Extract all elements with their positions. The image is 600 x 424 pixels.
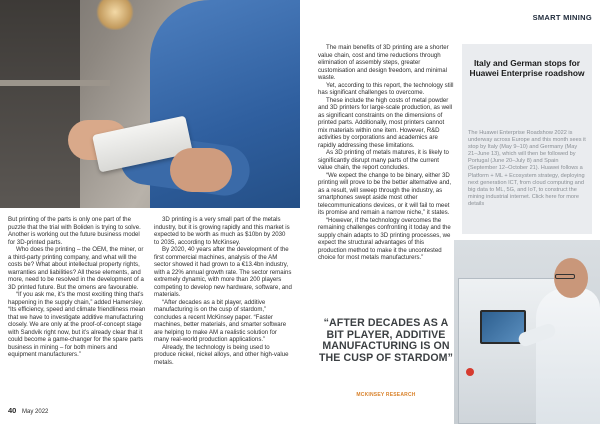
paragraph: By 2020, 40 years after the development of the first commercial machines, analysis of the AM sector showed it had grown to a €13.4bn industry, with a 22% annual growth rate. The sector remains extremely dynamic, with more than 200 players competing to develop new hardware, software, and materials. xyxy=(154,246,292,298)
sidebar-title: Italy and German stops for Huawei Enterprise roadshow xyxy=(469,58,585,79)
paragraph: But printing of the parts is only one part of the puzzle that the trial with Boliden is trying to solve. Another is working out the future business model for 3D-printed parts. xyxy=(8,216,141,246)
section-header: SMART MINING xyxy=(532,13,592,22)
paragraph: Already, the technology is being used to produce nickel, nickel alloys, and other high-value metals. xyxy=(154,343,289,366)
article-column-3 xyxy=(318,44,454,262)
issue-date: May 2022 xyxy=(22,409,49,415)
paragraph: As 3D printing of metals matures, it is likely to significantly disrupt many parts of the current value chain, the report concludes. xyxy=(318,149,449,171)
paragraph: These include the high costs of metal powder and 3D printers for large-scale production, as well as significant constraints on the dimensions of printed parts. Additionally, most printers cannot mix materials within one item. However, R&D activities by corporations and academics are rapidly addressing these limitations. xyxy=(318,96,453,149)
hero-photo-3d-printed-part xyxy=(0,0,300,208)
photo-engineer-at-printer xyxy=(454,240,600,424)
paragraph: Yet, according to this report, the technology still has significant challenges to overcome. xyxy=(318,81,454,96)
pull-quote: “AFTER DECADES AS A BIT PLAYER, ADDITIVE MANUFACTURING IS ON THE CUSP OF STARDOM” xyxy=(318,317,454,364)
paragraph: “If you ask me, it’s the most exciting thing that’s happening in the supply chain,” added Hamersley. “Its efficiency, speed and climate friendliness mean that we have to investigate additive manufacturing closely. We are only at the proof-of-concept stage with Sandvik right now, but it’s already clear that it could become a game-changer for the spare parts business in mining – for both miners and equipment manufacturers.” xyxy=(8,291,146,358)
pull-quote-source: MCKINSEY RESEARCH xyxy=(356,392,416,398)
paragraph: Who does the printing – the OEM, the miner, or a third-party printing company, and what will the costs be? What about intellectual property rights, warranties and liabilities? All these elements, and more, need to be resolved in the development of a 3D printed future. But the omens are favourable. xyxy=(8,246,144,291)
paragraph: “However, if the technology overcomes the remaining challenges confronting it today and the supply chain adapts to 3D printing processes, we expect the structural advantages of this production method to make it the uncontested choice for most metals manufacturers.” xyxy=(318,216,451,261)
article-column-2 xyxy=(154,216,292,366)
sidebar-body[interactable]: The Huawei Enterprise Roadshow 2022 is underway across Europe and this month sees it stop by Italy (May 9–10) and Germany (May 21–June 13), which will then be followed by Portugal (June 20–July 8) and Spain (September 12–October 21). Huawei follows a Platform + ML + Ecosystem strategy, deploying next generation ICT, from cloud computing and big data to ML, 5G, and IoT, to construct the mining industrial internet. Click here for more details xyxy=(468,130,586,207)
sidebar-box-roadshow xyxy=(462,44,592,234)
paragraph: The main benefits of 3D printing are a shorter value chain, cost and time reductions through elimination of assembly steps, greater customisation and design freedom, and minimal waste. xyxy=(318,44,449,81)
page-footer xyxy=(8,406,48,415)
paragraph: “We expect the change to be binary, either 3D printing will prove to be the better alternative and, as a result, will sweep through the industry, as smartphones swept aside most other telecommunications devices, or it will fail to meet its promise and remain a narrow niche,” it states. xyxy=(318,171,452,216)
page-number: 40 xyxy=(8,406,17,415)
paragraph: “After decades as a bit player, additive manufacturing is on the cusp of stardom,” concludes a recent McKinsey paper. “Faster machines, better materials, and smarter software are helping to make AM a realistic solution for many real-world production applications.” xyxy=(154,298,287,343)
article-column-1 xyxy=(8,216,146,359)
paragraph: 3D printing is a very small part of the metals industry, but it is growing rapidly and this market is expected to be worth as much as $10bn by 2030 to 2035, according to McKinsey. xyxy=(154,216,290,246)
